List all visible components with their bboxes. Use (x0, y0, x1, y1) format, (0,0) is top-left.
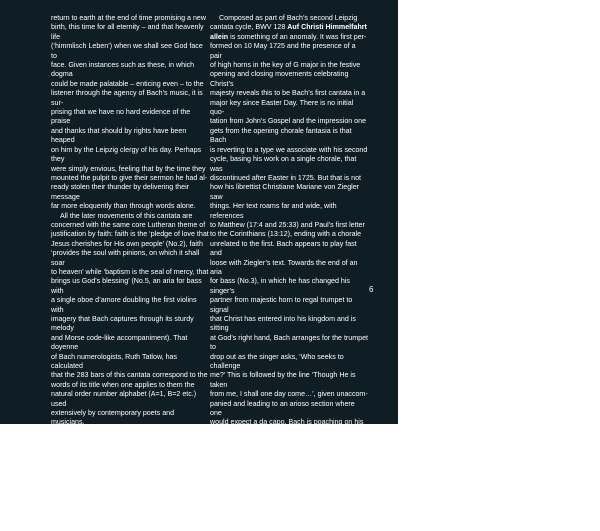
right-text-column (210, 14, 368, 531)
page-number: 6 (369, 285, 374, 294)
paragraph: return to earth at the end of time promising a new birth, this time for all eternity – and that heavenly life (‘himmlisch Leben’) when we shall see God face to face. Given instances such as these, in which dogma could be made palatable – enticing even – to the listener through the agency of Bach’s music, it is sur- prising that we have no hard evidence of the praise and thanks that should by rights have been heaped on him by the Leipzig clergy of his day. Perhaps they were simply envious, feeling that by the time they mounted the pulpit to give their sermon he had al- ready stolen their thunder by delivering their message far more eloquently than through words alone. (51, 14, 208, 211)
left-text-column (51, 14, 209, 494)
paragraph: All the later movements of this cantata are concerned with the same core Lutheran theme of justification by faith: faith is the ‘pledge of love that Jesus cherishes for His own people’ (No.2), faith ‘provides the soul with pinions, on which it shall soar to heaven’ while ‘baptism is the seal of mercy, that brings us God’s blessing’ (No.5, an aria for bass with a single oboe d’amore doubling the first violins with imagery that Bach captures through its sturdy melody and Morse code-like accompaniment). That doyenne of Bach numerologists, Ruth Tatlow, has calculated that the 283 bars of this cantata correspond to the words of its title when one applies to them the natural order number alphabet (A=1, B=2 etc.) used extensively by contemporary poets and musicians. By this system ‘Wer’ becomes 43, ‘da’ becomes 5 and so on, so that 43+5+70+37+77+51=283. Once you have counted all 250 separate bars in Bach’s score and added in the 33-bar da capo section of the second movement, you have to concede that this is a bit too exact to be coincidental. (51, 211, 209, 493)
paragraph (210, 14, 368, 531)
paragraph-intro-text: Composed as part of Bach’s second Leipzig cantata cycle, BWV 128 (210, 14, 358, 32)
cantata-title: Auf Christi Himmelfahrt allein (210, 23, 367, 41)
paragraph-body-text: is something of an anomaly. It was first per- formed on 10 May 1725 and the presence of a pair of high horns in the key of G major in the festive opening and closing movements celebrating Christ’s majesty reveals this to be Bach’s first cantata in a major key since Easter Day. There is no initial quo- tation from John’s Gospel and the impression one gets from the opening chorale fantasia is that Bach is reverting to a type we associate with his second cycle, basing his work on a single chorale, that was discontinued after Easter in 1725. But that is not how his librettist Christiane Mariane von Ziegler saw things. Her text roams far and wide, with references to Matthew (17:4 and 25:33) and Paul’s first letter to the Corinthians (13:12), ending with a chorale unrelated to the first. Bach appears to play fast and loose with Ziegler’s text. Towards the end of an aria for bass (No.3), in which he has changed his singer’s partner from majestic horn to regal trumpet to signal that Christ has entered into his kingdom and is sitting at God’s right hand, Bach arranges for the trumpet to drop out as the singer asks, ‘Who seeks to challenge me?’ This is followed by the line ‘Though He is taken from me, I shall one day come…’, given unaccom- panied and leading to an arioso section where one would expect a da capo. Bach is poaching on his librettist’s terrain: he welds together her intended pairing of aria and recitative to form a single, highly unusual structure: ritornello – vocal ‘A’ – vocal ‘B’ – arioso – ritornello. He then interpolates a connecting line of his own ‘… wo mein Erlöser lebt’ (‘… to where my Redeemer lives’) to act as a bridge to the arioso (210, 32, 368, 530)
page-margin (398, 0, 600, 424)
